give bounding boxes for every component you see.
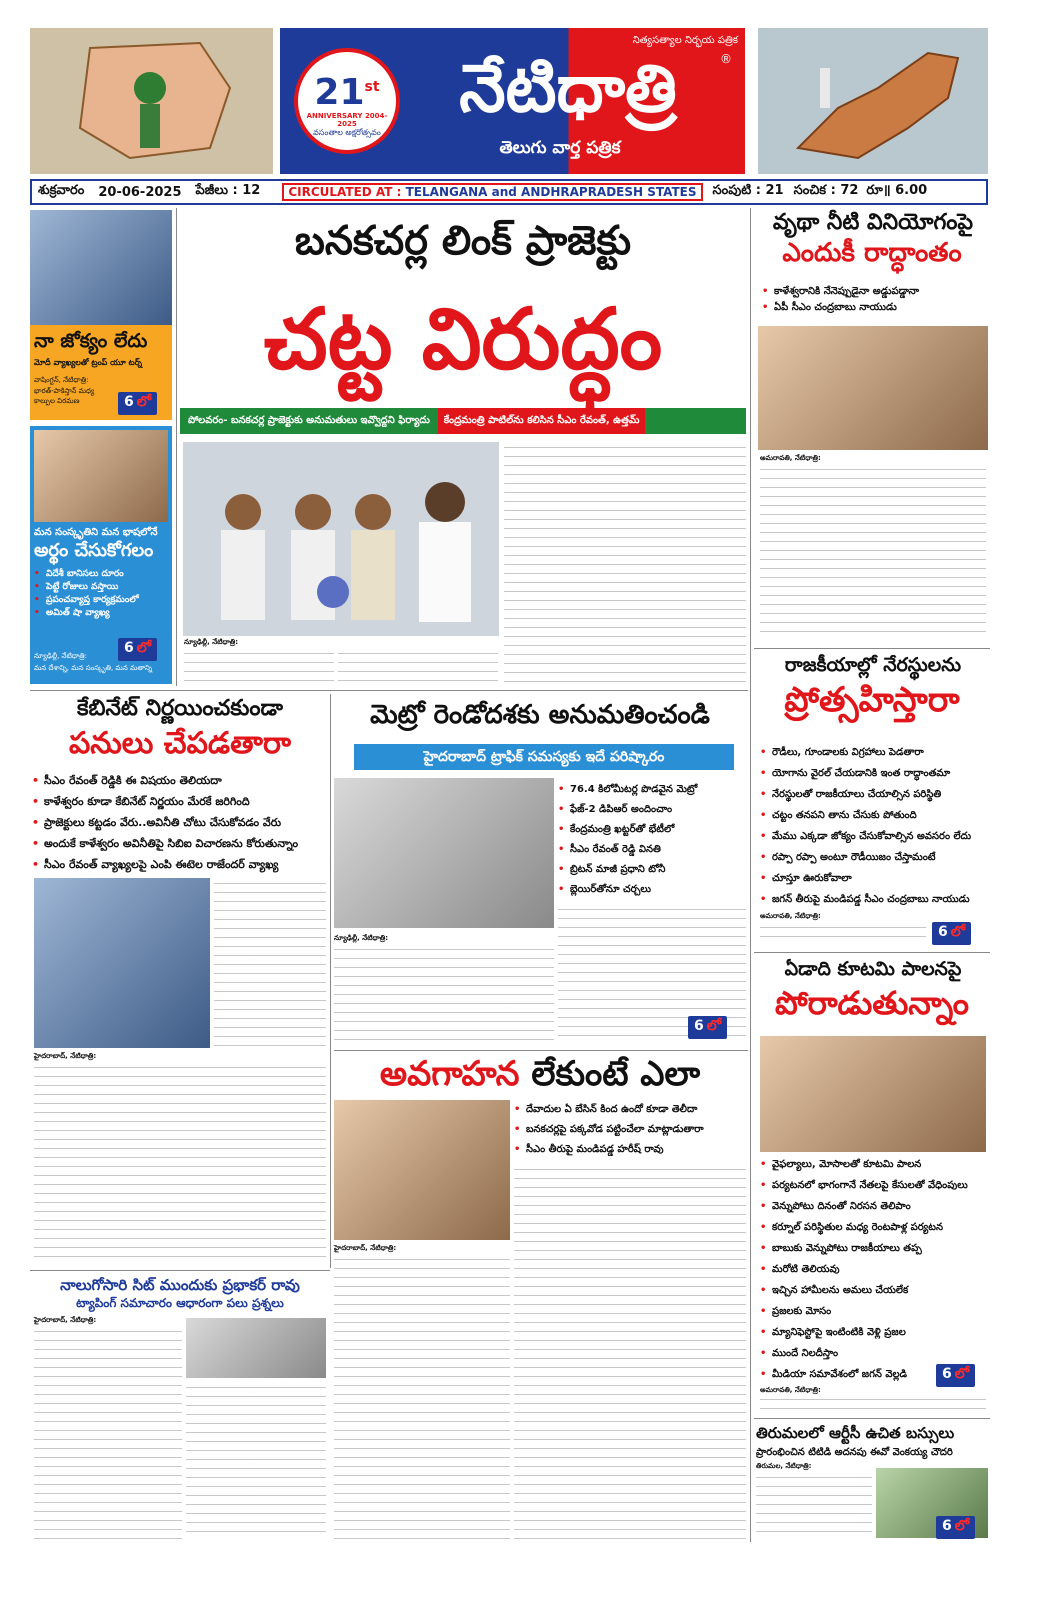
right-mid-bullets xyxy=(760,742,988,910)
sit-headline: నాలుగోసారి సిట్ ముందుకు ప్రభాకర్ రావు xyxy=(60,1276,300,1294)
jagan-photo xyxy=(760,1036,986,1152)
right-low-bullets xyxy=(760,1154,988,1385)
lead-text-mid xyxy=(338,648,498,684)
registered-mark: ® xyxy=(720,52,732,66)
circulated-box xyxy=(282,183,702,201)
right-mid-dateline: అమరావతి, నేటిధాత్రి: xyxy=(760,912,821,920)
cabinet-kicker: కేబినేట్ నిర్ణయించకుండా xyxy=(77,696,283,721)
right-mid-page-badge[interactable]: 6 లో xyxy=(932,922,971,945)
metro-bullets xyxy=(558,780,746,900)
amitshah-page-badge[interactable]: 6 లో xyxy=(118,638,157,661)
dateline-price: రూ॥ 6.00 xyxy=(866,183,928,198)
prabhakar-photo xyxy=(186,1318,326,1378)
trump-headline: నా జోక్యం లేదు xyxy=(34,330,148,352)
bullet-item: • ముందే నిలదీస్తాం xyxy=(760,1343,988,1364)
bullet-item: • మేము ఎక్కడా జోక్యం చేసుకోవాల్సిన అవసరం లేదు xyxy=(760,826,988,847)
bullet-item: • రప్పా రప్పా అంటూ రౌడీయిజం చేస్తామంటే xyxy=(760,847,988,868)
bullet-item: • దేవాదుల ఏ బేసిన్ కింద ఉందో కూడా తెలీదా xyxy=(514,1100,746,1120)
awareness-headline-red: అవగాహన xyxy=(379,1054,520,1094)
awareness-headline xyxy=(334,1054,746,1102)
bullet-item: • ప్రపంచవ్యాప్త కార్యక్రమంలో xyxy=(34,594,170,607)
trump-photo xyxy=(30,210,172,325)
right-top-headline: ఎందుకీ రాద్ధాంతం xyxy=(782,238,962,268)
bullet-item: • కర్నూల్ పరిస్థితుల మధ్య రెంటపాళ్ల పర్యటన xyxy=(760,1217,988,1238)
left-story-trump xyxy=(30,210,172,420)
awareness-headline-black: లేకుంటే ఎలా xyxy=(531,1054,701,1094)
amitshah-photo xyxy=(34,430,168,522)
bullet-item: • బాబుకు వెన్నుపోటు రాజకీయాలు తప్ప xyxy=(760,1238,988,1259)
sit-text-right xyxy=(186,1382,326,1540)
right-top-dateline: అమరావతి, నేటిధాత్రి: xyxy=(760,454,821,462)
bullet-item: • సీఎం తీరుపై మండిపడ్డ హరీష్ రావు xyxy=(514,1140,746,1160)
amitshah-dateline: న్యూఢిల్లీ, నేటిధాత్రి: xyxy=(34,652,87,660)
right-mid-divider xyxy=(754,648,990,649)
bullet-item: • మీడియా సమావేశంలో జగన్ వెల్లడి xyxy=(760,1364,988,1385)
bullet-item: • ప్రాజెక్టులు కట్టడం వేరు..అవినీతి చోటు చేసుకోవడం వేరు xyxy=(32,812,326,833)
right-low-kicker: ఏడాది కూటమి పాలనపై xyxy=(784,958,962,980)
right-bottom-sub: ప్రారంభించిన టిటిడి అదనపు ఈవో వెంకయ్య చౌదరి xyxy=(756,1447,953,1458)
dateline-day: శుక్రవారం xyxy=(38,183,85,198)
cabinet-text-side xyxy=(214,878,326,1048)
lead-text-right xyxy=(504,442,746,684)
bullet-item: • వైఫల్యాలు, మోసాలతో కూటమి పాలన xyxy=(760,1154,988,1175)
page-left-divider xyxy=(176,208,177,686)
trump-text: భారత్-పాకిస్తాన్ మధ్య కాల్పుల విరమణ xyxy=(34,387,95,405)
andhra-map-icon xyxy=(758,28,988,174)
right-bottom-page-badge[interactable]: 6 లో xyxy=(936,1516,975,1539)
bullet-item: • విదేశీ బానిసలు దూరం xyxy=(34,568,170,581)
lead-strip xyxy=(180,408,746,434)
amitshah-headline2: అర్థం చేసుకోగలం xyxy=(34,540,154,561)
right-low-text xyxy=(760,1394,986,1412)
telangana-map-icon xyxy=(30,28,273,174)
lead-kicker: బనకచర్ల లింక్ ప్రాజెక్టు xyxy=(294,218,632,264)
page-right-divider xyxy=(750,208,751,1542)
anniversary-badge-icon: 21st ANNIVERSARY 2004-2025 వసంతాల అక్షరోత్సవం xyxy=(294,48,400,154)
lead-photo xyxy=(183,442,499,636)
metro-awareness-divider xyxy=(334,1050,748,1051)
awareness-dateline: హైదరాబాద్, నేటిధాత్రి: xyxy=(334,1244,397,1252)
bullet-item: • యోగాను వైరల్ చేయడానికి ఇంత రాద్ధాంతమా xyxy=(760,763,988,784)
bullet-item: • కాళేశ్వరానికి నేనెప్పుడైనా అడ్డుపడ్డానా xyxy=(762,284,982,300)
bullet-item: • సీఎం రేవంత్ రెడ్డికి ఈ విషయం తెలియదా xyxy=(32,770,326,791)
bullet-item: • పర్యటనలో భాగంగానే నేతలపై కేసులతో వేధింపులు xyxy=(760,1175,988,1196)
bullet-item: • మరోటి తెలియవు xyxy=(760,1259,988,1280)
chandrababu-photo xyxy=(758,326,988,450)
sit-text-left xyxy=(34,1326,182,1540)
bullet-item: • ఇచ్చిన హామీలను అమలు చేయలేక xyxy=(760,1280,988,1301)
right-low-divider xyxy=(754,952,990,953)
sit-sub: ట్యాపింగ్ సమాచారం ఆధారంగా పలు ప్రశ్నలు xyxy=(76,1296,284,1310)
right-low-headline: పోరాడుతున్నాం xyxy=(775,984,969,1022)
mid-divider xyxy=(30,690,748,691)
bullet-item: • మ్యానిఫెస్టోపై ఇంటింటికి వెళ్లి ప్రజల xyxy=(760,1322,988,1343)
bullet-item: • చట్టం తనపని తాను చేసుకు పోతుంది xyxy=(760,805,988,826)
bullet-item: • ప్రజలకు మోసం xyxy=(760,1301,988,1322)
lead-dateline: న్యూఢిల్లీ, నేటిధాత్రి: xyxy=(184,638,239,646)
lead-text-left xyxy=(184,648,334,684)
awareness-bullets xyxy=(514,1100,746,1160)
bullet-item: • వెన్నుపోటు దినంతో నిరసన తెలిపాం xyxy=(760,1196,988,1217)
right-bottom-divider xyxy=(754,1418,990,1419)
right-top-bullets xyxy=(762,284,982,316)
cabinet-metro-divider xyxy=(330,694,331,1268)
lead-strip-right: కేంద్రమంత్రి పాటిల్‌ను కలిసిన సీఎం రేవంత్, ఉత్తమ్ xyxy=(438,408,646,434)
sit-divider xyxy=(30,1270,330,1271)
masthead-tagline: నిత్యసత్యాల నిర్భయ పత్రిక xyxy=(632,35,738,46)
awareness-text-side xyxy=(514,1164,746,1540)
sit-dateline: హైదరాబాద్, నేటిధాత్రి: xyxy=(34,1316,97,1324)
bullet-item: • చూస్తూ ఊరుకోవాలా xyxy=(760,868,988,889)
lead-headline: చట్ట విరుద్ధం xyxy=(263,290,663,388)
cabinet-bullets xyxy=(32,770,326,875)
right-bottom-text xyxy=(756,1472,872,1538)
dateline-volume: సంపుటి : 21 xyxy=(712,183,784,198)
bullet-item: • ఏపీ సీఎం చంద్రబాబు నాయుడు xyxy=(762,300,982,316)
masthead-sub: తెలుగు వార్త పత్రిక xyxy=(499,138,621,158)
etela-photo xyxy=(34,878,210,1048)
amitshah-bullets xyxy=(34,568,170,620)
dateline-date: 20-06-2025 xyxy=(98,184,182,200)
bullet-item: • అమిత్ షా వ్యాఖ్య xyxy=(34,607,170,620)
trump-sub: మోదీ వ్యాఖ్యలతో ట్రంప్ యూ టర్న్ xyxy=(34,358,143,367)
dateline-bar xyxy=(30,179,988,205)
bullet-item: • కాళేశ్వరం కూడా కేబినేట్ నిర్ణయం మేరకే జరిగింది xyxy=(32,791,326,812)
circulated-label: CIRCULATED AT : xyxy=(288,185,402,199)
bullet-item: • ఫేజ్-2 డిపిఆర్ అందించాం xyxy=(558,800,746,820)
metro-text xyxy=(334,944,554,1044)
right-mid-text xyxy=(760,922,926,942)
right-top-text xyxy=(760,464,986,640)
trump-page-badge[interactable]: 6 లో xyxy=(118,392,157,415)
cabinet-dateline: హైదరాబాద్, నేటిధాత్రి: xyxy=(34,1052,97,1060)
amitshah-headline1: మన సంస్కృతిని మన భాషలోనే xyxy=(34,527,158,538)
metro-headline: మెట్రో రెండోదశకు అనుమతించండి xyxy=(370,700,710,730)
right-bottom-dateline: తిరుమల, నేటిధాత్రి: xyxy=(756,1462,812,1470)
amitshah-text: మన దేశాన్ని, మన సంస్కృతి, మన మతాన్ని xyxy=(34,664,153,672)
right-low-dateline: అమరావతి, నేటిధాత్రి: xyxy=(760,1386,821,1394)
lead-strip-left: పోలవరం- బనకచర్ల ప్రాజెక్టుకు అనుమతులు ఇవ్వొద్దని ఫిర్యాదు xyxy=(188,415,430,426)
bullet-item: • జగన్ తీరుపై మండిపడ్డ సీఎం చంద్రబాబు నాయుడు xyxy=(760,889,988,910)
masthead-brand: నేటిధాత్రి xyxy=(459,50,677,127)
right-mid-kicker: రాజకీయాల్లో నేరస్థులను xyxy=(784,654,962,676)
metro-dateline: న్యూఢిల్లీ, నేటిధాత్రి: xyxy=(334,934,389,942)
awareness-text xyxy=(334,1254,510,1540)
bullet-item: • కేంద్రమంత్రి ఖట్టర్‌తో భేటీలో xyxy=(558,820,746,840)
right-bottom-headline: తిరుమలలో ఆర్టీసీ ఉచిత బస్సులు xyxy=(756,1424,955,1442)
right-low-page-badge[interactable]: 6 లో xyxy=(936,1364,975,1387)
bullet-item: • రౌడీలు, గూండాలకు విగ్రహాలు పెడతారా xyxy=(760,742,988,763)
right-top-kicker: వృథా నీటి వినియోగంపై xyxy=(772,210,974,235)
bullet-item: • పెట్టే రోజులు వస్తాయి xyxy=(34,581,170,594)
cabinet-headline: పనులు చేపడతారా xyxy=(68,726,292,761)
bullet-item: • నేరస్థులతో రాజకీయాలు చేయాల్సిన పరిస్థితి xyxy=(760,784,988,805)
metro-photo xyxy=(334,778,554,928)
metro-page-badge[interactable]: 6 లో xyxy=(688,1016,727,1039)
left-story-amitshah xyxy=(30,426,172,684)
right-mid-headline: ప్రోత్సహిస్తారా xyxy=(784,680,960,720)
bullet-item: • బ్లెయిర్‌తోనూ చర్చలు xyxy=(558,880,746,900)
metro-banner: హైదరాబాద్ ట్రాఫిక్ సమస్యకు ఇదే పరిష్కారం xyxy=(354,744,734,770)
bullet-item: • 76.4 కిలోమీటర్ల పొడవైన మెట్రో xyxy=(558,780,746,800)
bullet-item: • బనకచర్లపై పక్కవోడ పట్టించేలా మాట్లాడుతారా xyxy=(514,1120,746,1140)
bullet-item: • బ్రిటన్ మాజీ ప్రధాని టోనీ xyxy=(558,860,746,880)
circulated-value: TELANGANA and ANDHRAPRADESH STATES xyxy=(405,185,697,199)
masthead-banner xyxy=(280,28,745,174)
bullet-item: • అందుకే కాళేశ్వరం అవినీతిపై సిబిఐ విచారణను కోరుతున్నాం xyxy=(32,833,326,854)
dateline-pages: పేజీలు : 12 xyxy=(195,183,261,198)
harish-photo xyxy=(334,1100,510,1240)
cabinet-text xyxy=(34,1062,326,1262)
dateline-issue: సంచిక : 72 xyxy=(793,183,859,198)
bullet-item: • సీఎం రేవంత్ వ్యాఖ్యలపై ఎంపి ఈటెల రాజేందర్ వ్యాఖ్య xyxy=(32,854,326,875)
trump-dateline: వాషింగ్టన్, నేటిధాత్రి: xyxy=(34,376,89,384)
bullet-item: • సీఎం రేవంత్ రెడ్డి వినతి xyxy=(558,840,746,860)
